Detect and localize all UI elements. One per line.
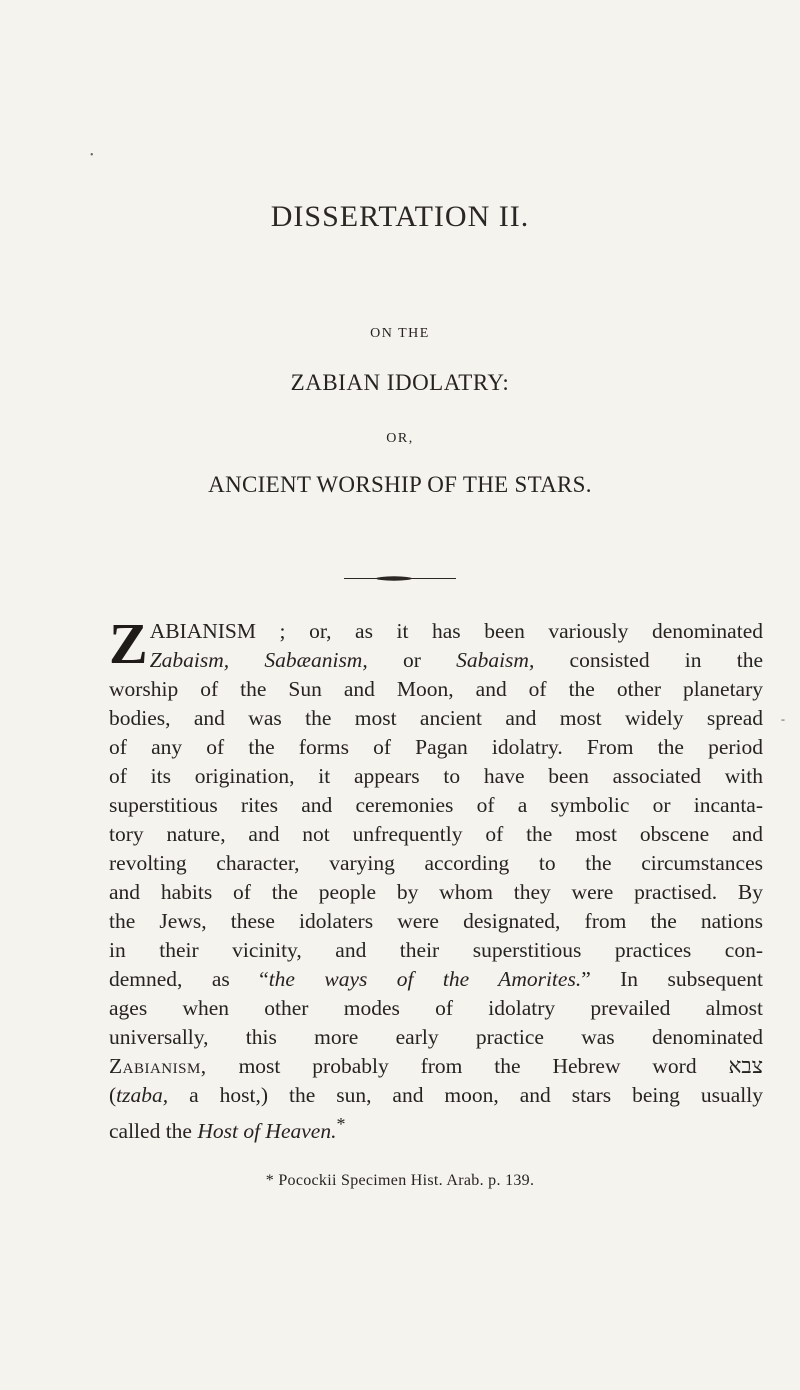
text-line: ages when other modes of idolatry prevailed almost [109, 996, 763, 1020]
text-line: superstitious rites and ceremonies of a symbolic or incanta- [109, 793, 763, 817]
text-line: bodies, and was the most ancient and most widely spread [109, 706, 763, 730]
text-line: the Jews, these idolaters were designated, from the nations [109, 909, 763, 933]
page-speck: • [90, 150, 94, 161]
text-line: of its origination, it appears to have been associated with [109, 764, 763, 788]
text-line: tory nature, and not unfrequently of the most obscene and [109, 822, 763, 846]
ornamental-rule [344, 576, 456, 581]
text-line: and habits of the people by whom they were practised. By [109, 880, 763, 904]
text-line: universally, this more early practice was denominated [109, 1025, 763, 1049]
title-connector-on-the: ON THE [370, 326, 430, 341]
hebrew-word: צבא [728, 1054, 763, 1078]
text-line: Zabianism, most probably from the Hebrew word צבא [109, 1054, 763, 1078]
footnote: * Pocockii Specimen Hist. Arab. p. 139. [265, 1172, 535, 1189]
text-line: (tzaba, a host,) the sun, and moon, and stars being usually [109, 1083, 763, 1107]
text-line: worship of the Sun and Moon, and of the other planetary [109, 677, 763, 701]
subtitle-ancient-worship: ANCIENT WORSHIP OF THE STARS. [208, 472, 592, 497]
text-line: revolting character, varying according to the circumstances [109, 851, 763, 875]
text-line: ABIANISM ; or, as it has been variously denominated [149, 619, 763, 643]
text-line: of any of the forms of Pagan idolatry. From the period [109, 735, 763, 759]
text-line: in their vicinity, and their superstitious practices con- [109, 938, 763, 962]
page-title: DISSERTATION II. [270, 200, 530, 233]
drop-cap: Z [109, 611, 148, 676]
subtitle-zabian-idolatry: ZABIAN IDOLATRY: [290, 370, 510, 395]
title-connector-or: OR, [386, 431, 414, 446]
text-line: Zabaism, Sabæanism, or Sabaism, consisted in the [149, 648, 763, 672]
body-paragraph [109, 611, 764, 1146]
margin-mark: - [781, 712, 785, 726]
text-line: called the Host of Heaven.* [109, 1114, 346, 1144]
text-line: demned, as “the ways of the Amorites.” In subsequent [109, 967, 764, 991]
